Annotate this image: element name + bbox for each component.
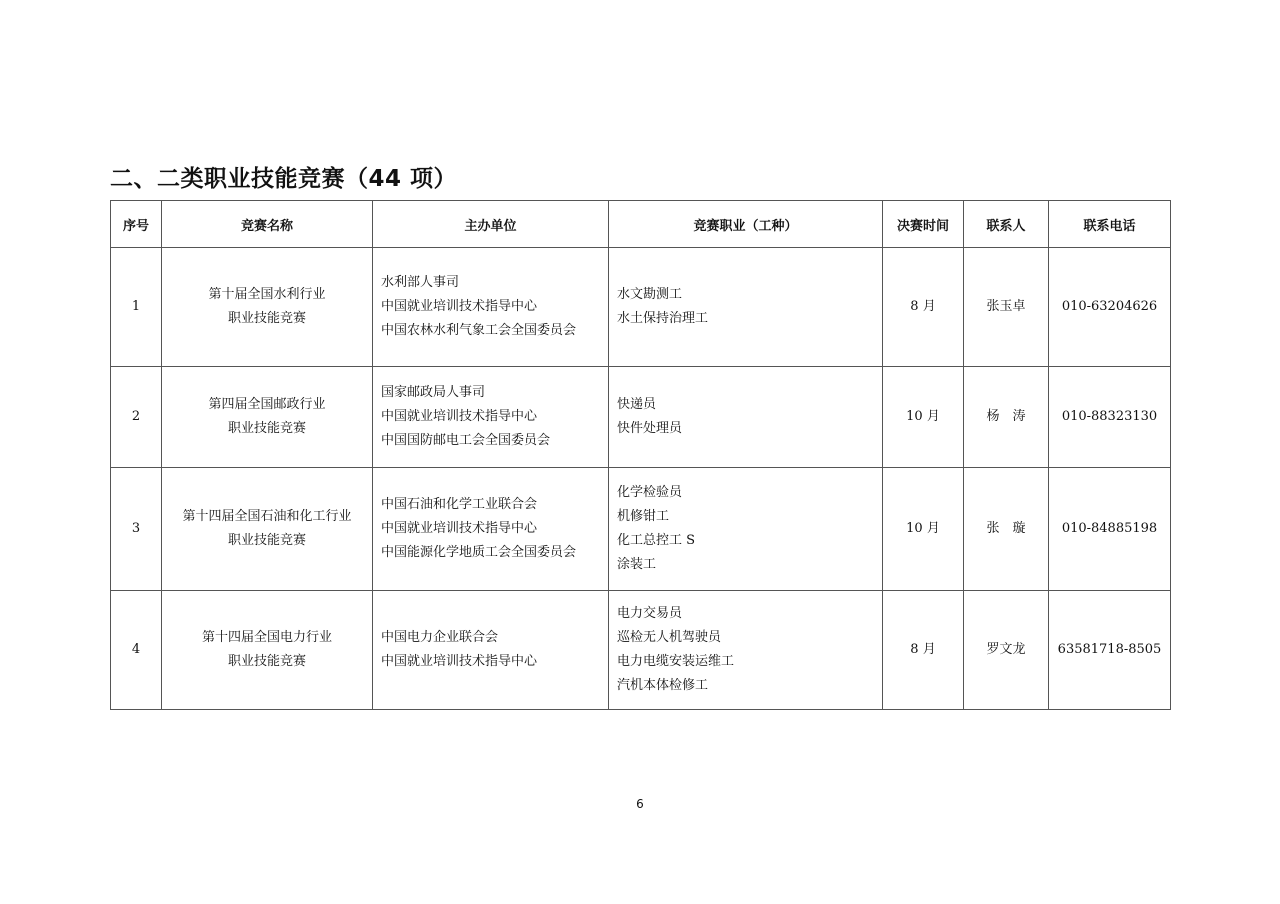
final-time: 8 月 [883, 591, 964, 710]
organizer-line: 中国石油和化学工业联合会 [381, 497, 538, 512]
row-number: 2 [111, 367, 162, 468]
organizer-line: 中国国防邮电工会全国委员会 [381, 433, 551, 448]
organizer-line: 中国农林水利气象工会全国委员会 [381, 323, 577, 338]
final-time: 8 月 [883, 248, 964, 367]
contact-person: 张 璇 [964, 468, 1049, 591]
header-cell-name: 竞赛名称 [162, 201, 373, 248]
occupation-line: 汽机本体检修工 [617, 678, 709, 693]
contact-phone: 010-88323130 [1049, 367, 1171, 468]
name-line: 职业技能竞赛 [227, 311, 306, 326]
occupation-line: 巡检无人机驾驶员 [617, 630, 722, 645]
name-line: 第十四届全国石油和化工行业 [182, 509, 352, 524]
organizers-cell [373, 248, 609, 367]
organizer-line: 国家邮政局人事司 [381, 385, 486, 400]
organizer-line: 中国就业培训技术指导中心 [381, 521, 538, 536]
table-row [111, 591, 1171, 710]
final-time: 10 月 [883, 468, 964, 591]
occupations-cell [609, 468, 883, 591]
page-number: 6 [636, 797, 644, 811]
final-time: 10 月 [883, 367, 964, 468]
occupation-line: 化学检验员 [617, 485, 683, 500]
organizer-line: 中国电力企业联合会 [381, 630, 499, 645]
occupation-line: 电力交易员 [617, 606, 683, 621]
competition-name [162, 591, 373, 710]
occupation-line: 电力电缆安装运维工 [617, 654, 735, 669]
contact-phone: 63581718-8505 [1049, 591, 1171, 710]
row-number: 4 [111, 591, 162, 710]
name-line: 第十四届全国电力行业 [201, 630, 332, 645]
organizer-line: 中国就业培训技术指导中心 [381, 409, 538, 424]
name-line: 职业技能竞赛 [227, 533, 306, 548]
header-cell-phone: 联系电话 [1049, 201, 1171, 248]
row-number: 3 [111, 468, 162, 591]
competition-name [162, 367, 373, 468]
contact-phone: 010-63204626 [1049, 248, 1171, 367]
competition-table [110, 200, 1171, 710]
row-number: 1 [111, 248, 162, 367]
competition-name [162, 468, 373, 591]
occupation-line: 涂装工 [617, 557, 657, 572]
organizer-line: 中国能源化学地质工会全国委员会 [381, 545, 577, 560]
occupation-line: 水文勘测工 [617, 287, 683, 302]
occupation-line: 机修钳工 [617, 509, 670, 524]
contact-person: 张玉卓 [964, 248, 1049, 367]
contact-person: 杨 涛 [964, 367, 1049, 468]
table-row [111, 248, 1171, 367]
occupations-cell [609, 367, 883, 468]
organizers-cell [373, 367, 609, 468]
organizer-line: 水利部人事司 [381, 275, 460, 290]
occupations-cell [609, 591, 883, 710]
header-cell-occupations: 竞赛职业（工种） [609, 201, 883, 248]
contact-phone: 010-84885198 [1049, 468, 1171, 591]
header-cell-no: 序号 [111, 201, 162, 248]
contact-person: 罗文龙 [964, 591, 1049, 710]
organizer-line: 中国就业培训技术指导中心 [381, 299, 538, 314]
header-cell-organizers: 主办单位 [373, 201, 609, 248]
occupation-line: 快件处理员 [617, 421, 683, 436]
organizers-cell [373, 591, 609, 710]
name-line: 职业技能竞赛 [227, 421, 306, 436]
section-heading: 二、二类职业技能竞赛（44 项） [110, 166, 458, 192]
occupation-line: 水土保持治理工 [617, 311, 709, 326]
organizers-cell [373, 468, 609, 591]
organizer-line: 中国就业培训技术指导中心 [381, 654, 538, 669]
name-line: 第四届全国邮政行业 [208, 397, 326, 412]
table-header-row [111, 201, 1171, 248]
header-cell-contact: 联系人 [964, 201, 1049, 248]
name-line: 第十届全国水利行业 [208, 287, 326, 302]
competition-name [162, 248, 373, 367]
table-row [111, 468, 1171, 591]
occupation-line: 化工总控工 S [617, 533, 696, 548]
name-line: 职业技能竞赛 [227, 654, 306, 669]
occupations-cell [609, 248, 883, 367]
occupation-line: 快递员 [617, 397, 657, 412]
table-row [111, 367, 1171, 468]
header-cell-final-time: 决赛时间 [883, 201, 964, 248]
